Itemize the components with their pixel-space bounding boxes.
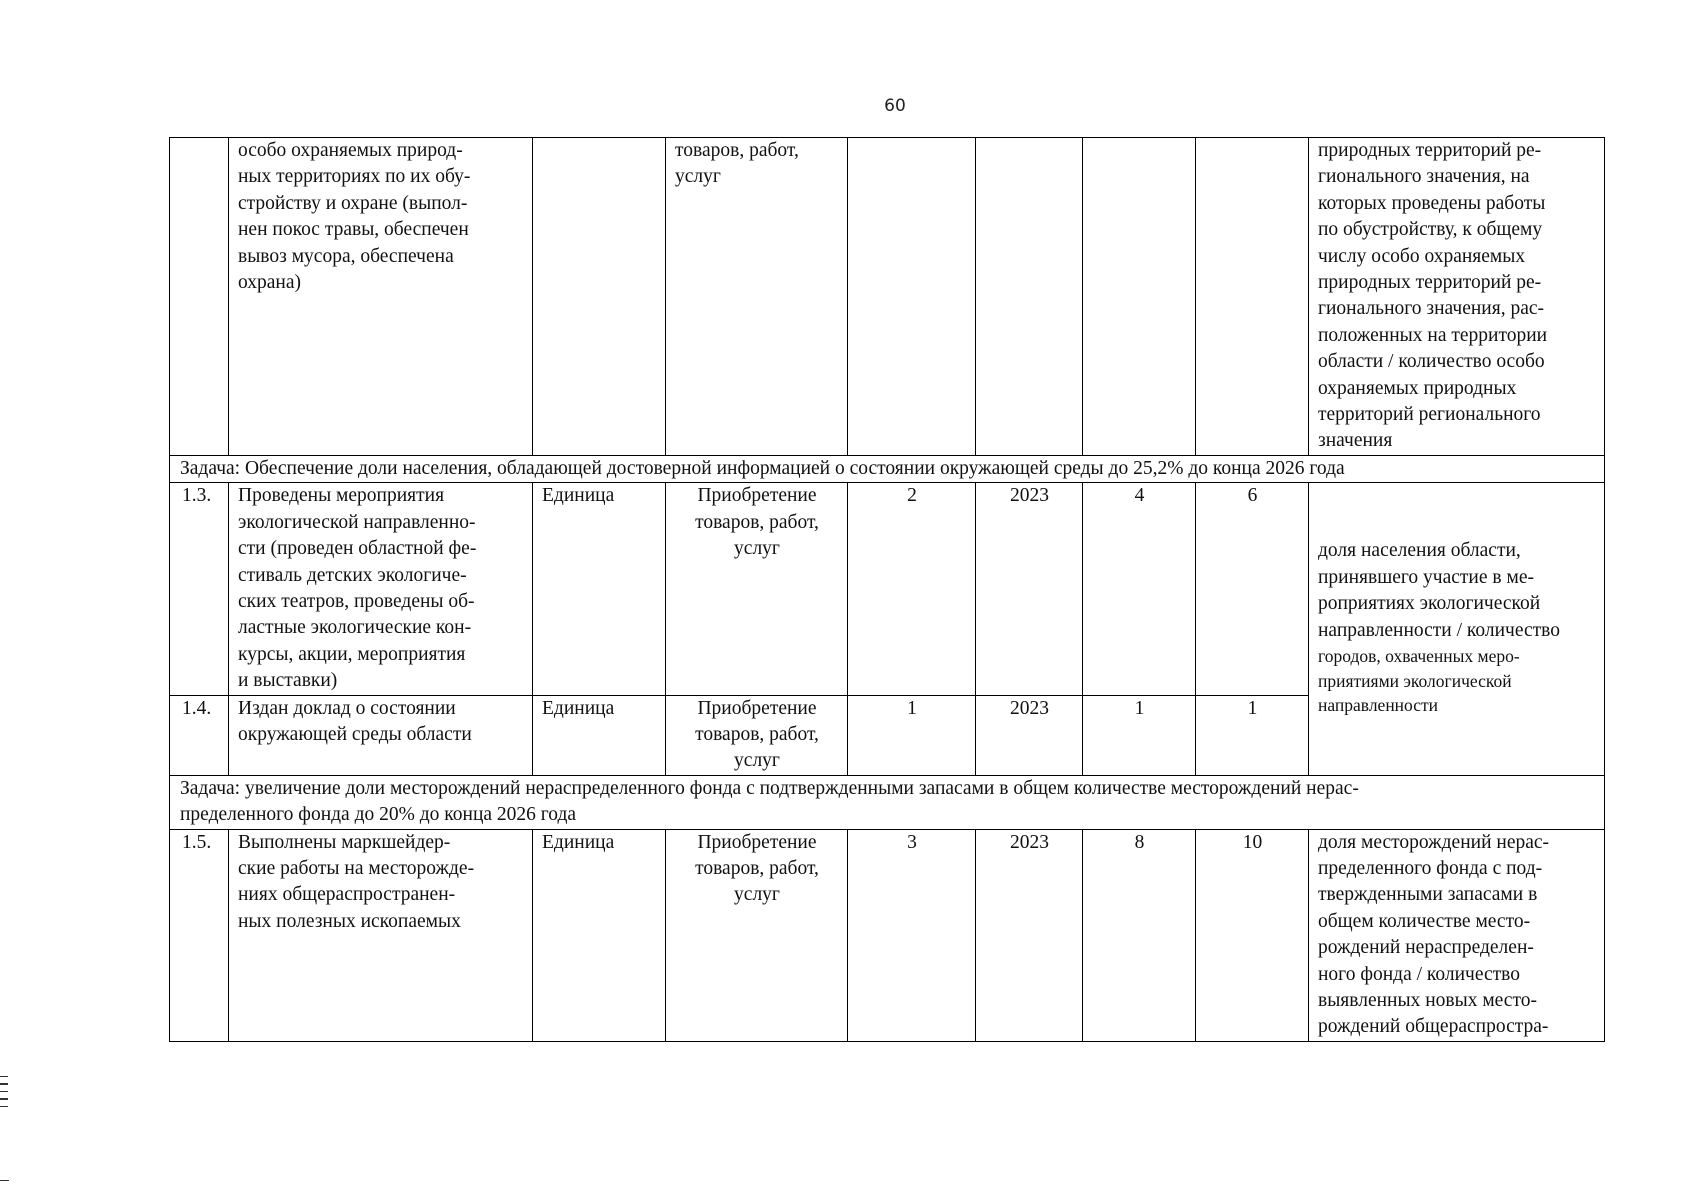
cell-unit (533, 138, 666, 456)
table-row (170, 138, 1605, 456)
cell-expense-type: Приобретение товаров, работ, услуг (666, 483, 848, 695)
cell-measure-name: Издан доклад о состоянии окружающей среды области (229, 695, 533, 775)
cell-num: 1.5. (170, 829, 229, 1041)
cell-base-year: 2023 (976, 483, 1083, 695)
task-row (170, 455, 1605, 482)
margin-marks (0, 1076, 8, 1113)
margin-dash (0, 1180, 9, 1181)
cell-base-value: 1 (848, 695, 976, 775)
cell-value-1: 8 (1083, 829, 1196, 1041)
page-number: 60 (884, 96, 906, 116)
task-row (170, 775, 1605, 829)
cell-base-value: 3 (848, 829, 976, 1041)
cell-base-value: 2 (848, 483, 976, 695)
cell-base-value (848, 138, 976, 456)
cell-value-2 (1196, 138, 1309, 456)
cell-num (170, 138, 229, 456)
cell-unit: Единица (533, 695, 666, 775)
task-heading: Задача: увеличение доли месторождений нераспределенного фонда с подтвержденными запасами в общем количестве месторождений нерас- пределенного фонда до 20% до конца 2026 года (170, 775, 1605, 829)
cell-measure-name: особо охраняемых природ- ных территориях по их обу- стройству и охране (выпол- нен покос травы, обеспечен вывоз мусора, обеспечена охрана) (229, 138, 533, 456)
cell-indicator-merged (1309, 483, 1605, 775)
indicator-text: доля населения области, принявшего участие в ме- роприятиях экологической направленности / количество (1318, 540, 1560, 641)
cell-value-1: 4 (1083, 483, 1196, 695)
indicator-text-small: городов, охваченных меро- приятиями экологической направленности (1318, 645, 1520, 716)
cell-indicator: природных территорий ре- гионального значения, на которых проведены работы по обустройству, к общему числу особо охраняемых природных территорий ре- гионального значения, рас- положенных на территории области / количество особо охраняемых природных территорий регионального значения (1309, 138, 1605, 456)
cell-expense-type: товаров, работ, услуг (666, 138, 848, 456)
cell-value-2: 10 (1196, 829, 1309, 1041)
cell-unit: Единица (533, 829, 666, 1041)
cell-expense-type: Приобретение товаров, работ, услуг (666, 695, 848, 775)
table-row (170, 829, 1605, 1041)
cell-base-year: 2023 (976, 695, 1083, 775)
cell-measure-name: Проведены мероприятия экологической направленно- сти (проведен областной фе- стиваль детских экологиче- ских театров, проведены об- ластные экологические кон- курсы, акции, мероприятия и выставки) (229, 483, 533, 695)
cell-num: 1.4. (170, 695, 229, 775)
task-heading: Задача: Обеспечение доли населения, обладающей достоверной информацией о состоянии окружающей среды до 25,2% до конца 2026 года (170, 455, 1605, 482)
cell-value-2: 1 (1196, 695, 1309, 775)
cell-indicator: доля месторождений нерас- пределенного фонда с под- твержденными запасами в общем количестве место- рождений нераспределен- ного фонда / количество выявленных новых место- рождений общераспростра- (1309, 829, 1605, 1041)
cell-value-2: 6 (1196, 483, 1309, 695)
cell-num: 1.3. (170, 483, 229, 695)
cell-value-1 (1083, 138, 1196, 456)
table-row (170, 483, 1605, 695)
cell-base-year: 2023 (976, 829, 1083, 1041)
cell-unit: Единица (533, 483, 666, 695)
measures-table (169, 137, 1605, 1042)
cell-value-1: 1 (1083, 695, 1196, 775)
cell-base-year (976, 138, 1083, 456)
cell-measure-name: Выполнены маркшейдер- ские работы на месторожде- ниях общераспространен- ных полезных ископаемых (229, 829, 533, 1041)
cell-expense-type: Приобретение товаров, работ, услуг (666, 829, 848, 1041)
